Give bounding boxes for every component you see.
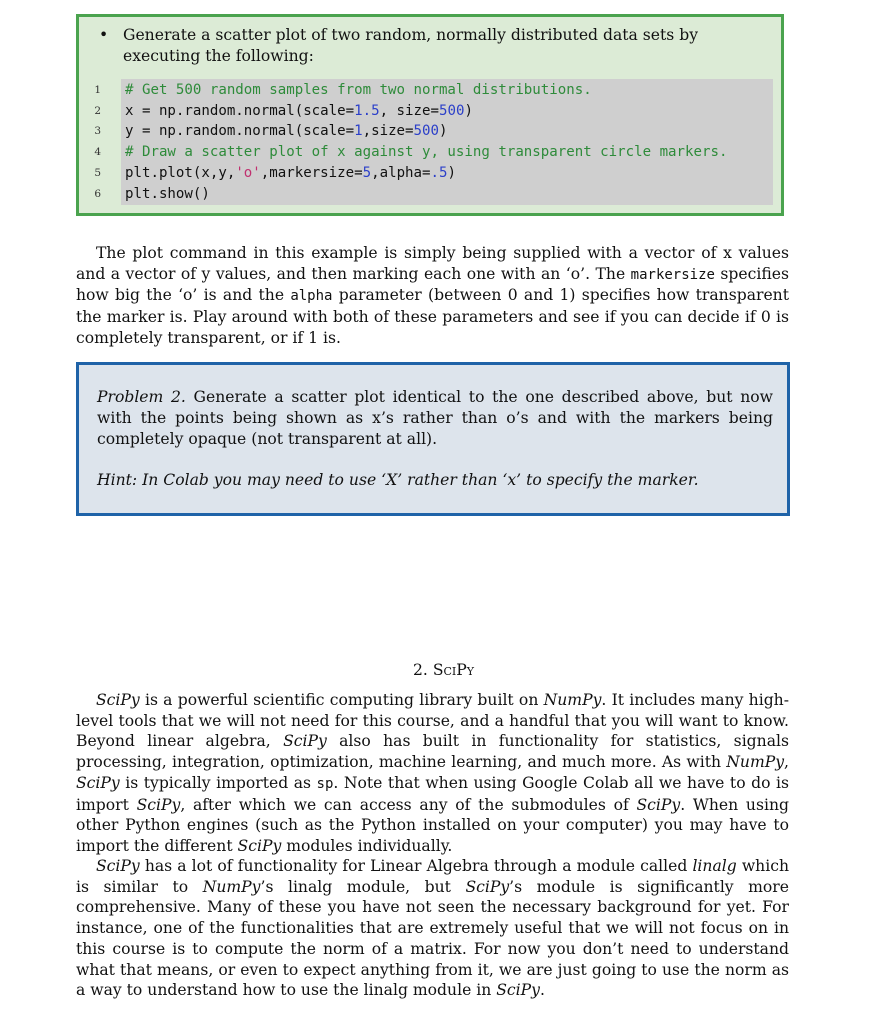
code-sp: sp — [316, 775, 334, 792]
code-line-text — [125, 142, 727, 162]
code-token: 500 — [413, 123, 439, 140]
para3-text: has a lot of functionality for Linear Algebra through a module called — [139, 857, 693, 875]
scipy-term: SciPy — [136, 795, 181, 814]
linalg-term: linalg — [692, 857, 737, 875]
scipy-term: SciPy — [465, 877, 510, 896]
code-alpha: alpha — [290, 288, 333, 305]
code-line-number: 3 — [94, 125, 101, 138]
code-token: 'o' — [235, 164, 261, 181]
numpy-term: NumPy — [202, 877, 261, 896]
code-token: y = np.random.normal(scale= — [125, 123, 355, 140]
paragraph-plot-explanation — [76, 243, 789, 349]
para1-part3: parameter (between 0 and 1) specifies how transparent the marker is. Play around with both of these parameters and see if you can decide if 0 is completely transparent, or if 1 is. — [76, 286, 789, 347]
code-token: 5 — [362, 164, 372, 181]
section-title: SciPy — [432, 661, 475, 679]
para1-part1: The plot command in this example is simply being supplied with a vector of x values and a vector of y values, and then marking each one with an ‘o’. The — [76, 244, 789, 283]
problem-body: Generate a scatter plot identical to the one described above, but now with the points being shown as x’s rather than o’s and with the markers being completely opaque (not transparent at all). — [97, 388, 774, 448]
code-line — [94, 101, 781, 121]
para3-text: which is similar to — [76, 857, 789, 896]
code-line — [94, 184, 781, 204]
bullet-glyph: • — [99, 26, 109, 44]
code-line-text — [125, 101, 473, 121]
code-token: ,size= — [362, 123, 414, 140]
paragraph-scipy-linalg — [76, 856, 789, 1001]
code-line — [94, 121, 781, 141]
code-line-number: 4 — [94, 146, 101, 159]
para2-text: . Note that when using Google Colab all we have to do is import — [76, 773, 789, 814]
para3-text: ’s module is significantly more comprehensive. Many of these you have not seen the necessary background for yet. For instance, one of the functionalities that are extremely useful that we will not focus on in this course is to compute the norm of a matrix. For now you don’t need to understand what that means, or even to expect anything from it, we are just going to use the norm as a way to understand how to use the linalg module in — [76, 877, 789, 1000]
code-line — [94, 163, 781, 183]
scipy-term: SciPy — [636, 795, 681, 814]
code-block — [94, 79, 773, 205]
scipy-term: SciPy — [283, 732, 327, 751]
para2-text: , after which we can access any of the submodules of — [180, 795, 637, 814]
para3-text: . — [539, 981, 545, 1000]
paragraph-scipy-intro — [76, 690, 789, 857]
code-markersize: markersize — [630, 266, 715, 283]
code-token: plt.plot(x,y, — [125, 164, 236, 181]
para2-text: . When using other Python engines (such as the Python installed on your computer) you may have to import the different — [76, 795, 789, 855]
code-token: 1.5 — [354, 102, 380, 119]
problem-label: Problem 2. — [97, 388, 186, 406]
section-heading — [0, 659, 887, 681]
code-token: x = np.random.normal(scale= — [125, 102, 355, 119]
para2-text: also has built in functionality for statistics, signals processing, integration, optimization, machine learning, and much more. As with — [76, 732, 789, 772]
scipy-term: SciPy — [237, 836, 282, 855]
code-token: , size= — [379, 102, 439, 119]
code-line-text — [125, 121, 448, 141]
problem-text — [97, 387, 773, 450]
exercise-box — [76, 14, 784, 216]
code-token: 500 — [438, 102, 465, 119]
code-line-number: 5 — [94, 166, 101, 179]
code-token: ) — [464, 102, 473, 119]
para3-text: ’s linalg module, but — [260, 877, 466, 896]
para2-text: is typically imported as — [119, 773, 317, 792]
code-token: 1 — [354, 123, 363, 140]
scipy-term: SciPy — [496, 981, 540, 1000]
problem-box — [76, 362, 790, 516]
code-token: # Draw a scatter plot of x against y, using transparent circle markers. — [125, 144, 728, 161]
numpy-term: NumPy — [543, 691, 602, 709]
code-line — [94, 80, 781, 100]
code-token: ) — [447, 164, 456, 181]
scipy-term: SciPy — [76, 773, 120, 792]
para2-text: is a powerful scientific computing library built on — [139, 691, 544, 709]
para2-text: modules individually. — [281, 836, 453, 855]
code-token: ,alpha= — [371, 164, 431, 181]
exercise-intro: Generate a scatter plot of two random, normally distributed data sets by executing the following: — [123, 26, 699, 65]
code-line-number: 1 — [94, 84, 101, 96]
code-token: ) — [439, 123, 448, 140]
code-line-text — [125, 184, 210, 204]
numpy-term: NumPy — [726, 753, 785, 772]
code-line-number: 2 — [94, 104, 101, 117]
para1-part2: specifies how big the ‘o’ is and the — [76, 264, 789, 305]
para2-text: , — [784, 753, 789, 772]
code-line — [94, 142, 781, 162]
section-number: 2. — [412, 661, 428, 679]
scipy-term: SciPy — [96, 691, 140, 709]
code-line-text — [125, 80, 592, 100]
code-token: plt.show() — [125, 185, 210, 202]
scipy-term: SciPy — [96, 857, 140, 875]
code-token: ,markersize= — [260, 164, 363, 181]
problem-hint: Hint: In Colab you may need to use ‘X’ rather than ‘x’ to specify the marker. — [97, 471, 699, 489]
code-token: .5 — [430, 164, 448, 181]
code-line-text — [125, 163, 456, 183]
para2-text: . It includes many high-level tools that we will not need for this course, and a handful that you will want to know. Beyond linear algebra, — [76, 691, 789, 751]
code-token: # Get 500 random samples from two normal distributions. — [125, 82, 592, 98]
code-line-number: 6 — [94, 187, 101, 200]
